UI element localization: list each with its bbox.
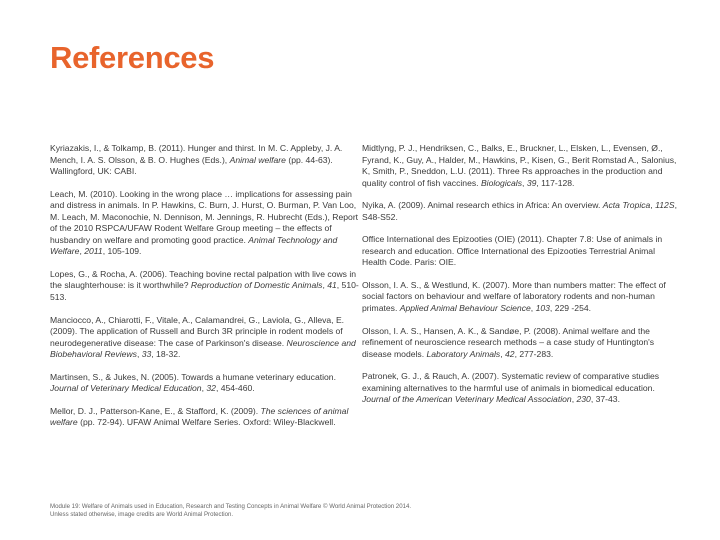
reference-lopes: Lopes, G., & Rocha, A. (2006). Teaching bovine rectal palpation with live cows in the slaughterhouse: is it worthwhile? Reproduction of Domestic Animals, 41, 510-513. — [50, 268, 359, 303]
reference-nyika: Nyika, A. (2009). Animal research ethics in Africa: An overview. Acta Tropica, 112S, S48-S52. — [362, 200, 677, 222]
references-left-column — [50, 143, 360, 440]
reference-mellor: Mellor, D. J., Patterson-Kane, E., & Stafford, K. (2009). The sciences of animal welfare (pp. 72-94). UFAW Animal Welfare Series. Oxford: Wiley-Blackwell. — [50, 405, 349, 428]
reference-manciocco: Manciocco, A., Chiarotti, F., Vitale, A., Calamandrei, G., Laviola, G., Alleva, E. (2009). The application of Russell and Burch 3R principle in rodent models of neurodegenerative disease: The case of Parkinson's disease. Neuroscience and Biobehavioral Reviews, 33, 18-32. — [50, 314, 356, 360]
footer-copyright: Module 19: Welfare of Animals used in Education, Research and Testing Concepts in Animal Welfare © World Animal Protection 2014. — [50, 503, 412, 510]
reference-olsson-hansen: Olsson, I. A. S., Hansen, A. K., & Sandøe, P. (2008). Animal welfare and the refinement of neuroscience research methods – a case study of Huntington's disease models. Laboratory Animals, 42, 277-283. — [362, 325, 655, 359]
footer-image-credits: Unless stated otherwise, image credits are World Animal Protection. — [50, 511, 234, 519]
references-right-column — [362, 143, 680, 417]
reference-kyriazakis: Kyriazakis, I., & Tolkamp, B. (2011). Hunger and thirst. In M. C. Appleby, J. A. Mench, I. A. S. Olsson, & B. O. Hughes (Eds.), Animal welfare (pp. 44-63). Wallingford, UK: CABI. — [50, 143, 343, 177]
footer — [50, 503, 411, 519]
page-title: References — [50, 40, 215, 75]
reference-leach: Leach, M. (2010). Looking in the wrong place … implications for assessing pain and distress in animals. In P. Hawkins, C. Burn, J. Hurst, O. Burman, P. Van Loo, M. Leach, M. Maconochie, N. Dennison, M. Jennings, R. Hubrecht (Eds.), Report of the 2010 RSPCA/UFAW Rodent Welfare Group meeting – the effects of husbandry on welfare and promoting good practice. Animal Technology and Welfare, 2011, 105-109. — [50, 188, 359, 257]
reference-patronek: Patronek, G. J., & Rauch, A. (2007). Systematic review of comparative studies examining alternatives to the harmful use of animals in biomedical education. Journal of the American Veterinary Medical Association, 230, 37-43. — [362, 371, 660, 405]
reference-martinsen: Martinsen, S., & Jukes, N. (2005). Towards a humane veterinary education. Journal of Veterinary Medical Education, 32, 454-460. — [50, 371, 336, 394]
reference-olsson-westlund: Olsson, I. A. S., & Westlund, K. (2007). More than numbers matter: The effect of social factors on behaviour and welfare of laboratory rodents and non-human primates. Applied Animal Behaviour Science, 103, 229 -254. — [362, 279, 666, 314]
reference-oie: Office International des Epizooties (OIE) (2011). Chapter 7.8: Use of animals in research and education. Office International des Epizooties Terrestrial Animal Health Code. Paris: OIE. — [362, 234, 663, 268]
reference-midtlyng: Midtlyng, P. J., Hendriksen, C., Balks, E., Bruckner, L., Elsken, L., Evensen, Ø., Fyrand, K., Guy, A., Halder, M., Hawkins, P., Kisen, G., Berit Romstad A., Salonius, K, Smith, P., Sneddon, L.U. (2011). Three Rs approaches in the production and quality control of fish vaccines. Biologicals, 39, 117-128. — [362, 143, 677, 188]
